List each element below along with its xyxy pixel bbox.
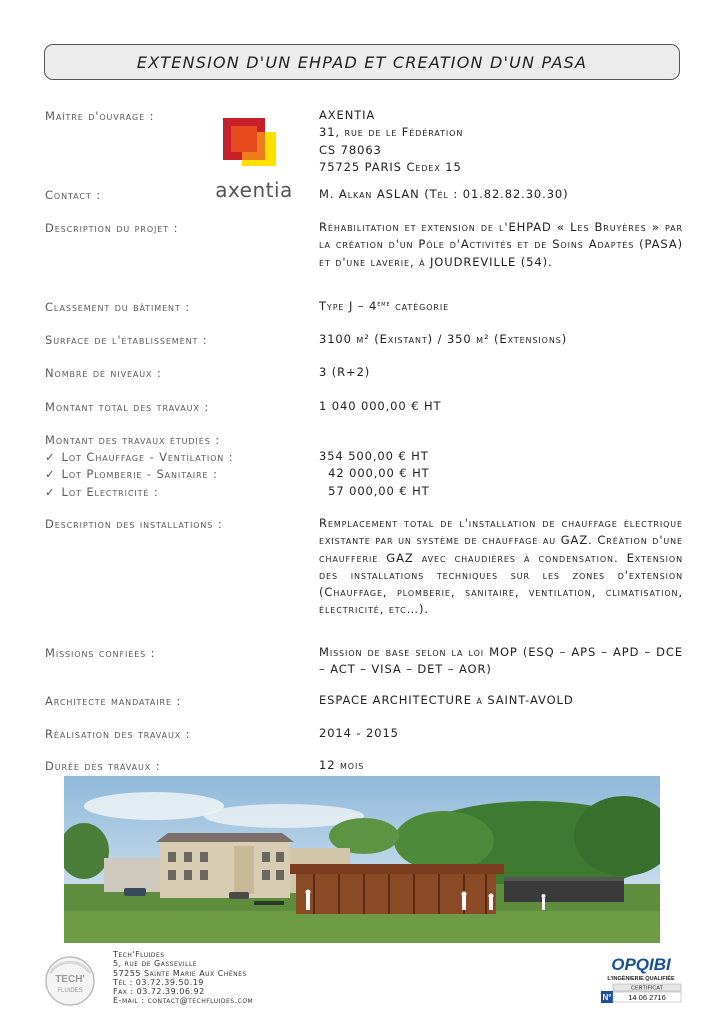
title-banner	[44, 44, 680, 80]
realisation-value: 2014 - 2015	[319, 726, 399, 740]
footer-line: Fax : 03.72.39.06.92	[113, 987, 205, 997]
realisation-label: Réalisation des travaux :	[45, 727, 191, 741]
lot-item	[45, 467, 218, 481]
classement-prefix: Type J – 4	[319, 299, 378, 313]
techfluides-logo-line2: FLUIDES	[57, 988, 83, 994]
footer-line: Tech'Fluides	[113, 950, 165, 959]
page-title: EXTENSION D'UN EHPAD ET CREATION D'UN PASA	[136, 52, 588, 72]
opqibi-tagline: L'INGÉNIERIE QUALIFIÉE	[607, 976, 675, 982]
opqibi-number-label: N°	[602, 993, 612, 1002]
architecte-value: ESPACE ARCHITECTURE à SAINT-AVOLD	[319, 693, 574, 707]
contact-value: M. Alkan ASLAN (Tél : 01.82.82.30.30)	[319, 187, 569, 201]
lot-label: Lot Plomberie - Sanitaire :	[61, 467, 218, 481]
techfluides-logo-line1: TECH'	[55, 974, 85, 985]
missions-value: Mission de base selon la loi MOP (ESQ – APS – APD – DCE – ACT – VISA – DET – AOR)	[319, 645, 683, 677]
description-value: Réhabilitation et extension de l'EHPAD « Les Bruyères » par la création d'un Pôle d'Activités et de Soins Adaptés (PASA) et d'une laverie, à JOUDREVILLE (54).	[319, 220, 683, 269]
missions-label: Missions confiées :	[45, 646, 156, 660]
opqibi-cert-label: CERTIFICAT	[631, 985, 663, 992]
client-name: AXENTIA	[319, 108, 376, 122]
opqibi-brand: OPQIBI	[611, 955, 671, 974]
client-address-line: CS 78063	[319, 142, 382, 157]
surface-value: 3100 m² (Existant) / 350 m² (Extensions)	[319, 332, 568, 346]
lot-value: 42 000,00 € HT	[319, 466, 430, 480]
lot-value: 354 500,00 € HT	[319, 449, 429, 463]
footer-line: 5, rue de Gasseville	[113, 959, 198, 969]
footer-line: 57255 Sainte Marie Aux Chênes	[113, 968, 247, 978]
duree-label: Durée des travaux :	[45, 759, 161, 773]
lot-label: Lot Electricité :	[61, 485, 159, 499]
niveaux-value: 3 (R+2)	[319, 365, 371, 379]
lot-label: Lot Chauffage - Ventilation :	[61, 450, 234, 464]
client-block	[319, 107, 463, 176]
project-rendering-image	[64, 776, 660, 943]
client-address-line: 31, rue de le Fédération	[319, 125, 464, 140]
footer-email: E-mail : contact@techfluides.com	[113, 996, 254, 1006]
opqibi-certificate-badge	[600, 954, 682, 1006]
classement-value	[319, 298, 449, 315]
lot-value: 57 000,00 € HT	[319, 484, 430, 498]
contact-label: Contact :	[45, 188, 102, 202]
classement-sup: ème	[377, 300, 391, 308]
duree-value: 12 mois	[319, 758, 365, 772]
checkmark-icon: ✓	[45, 485, 56, 499]
classement-suffix: catégorie	[390, 299, 450, 313]
company-address-block	[113, 950, 253, 1006]
montant-total-label: Montant total des travaux :	[45, 400, 210, 414]
installations-label: Description des installations :	[45, 517, 223, 531]
description-label: Description du projet :	[45, 221, 179, 235]
installations-value: Remplacement total de l'installation de chauffage électrique existante par un système de chauffage au GAZ. Création d'une chaufferie GAZ avec chaudières à condensation. Extension des installations techniques sur les zones d'extension (Chauffage, plomberie, sanitaire, ventilation, climatisation, électricité, etc…).	[319, 516, 683, 617]
architecte-label: Architecte mandataire :	[45, 694, 182, 708]
axentia-logo	[214, 114, 294, 206]
client-address-line: 75725 PARIS Cedex 15	[319, 159, 462, 174]
checkmark-icon: ✓	[45, 467, 56, 481]
axentia-logo-text: axentia	[215, 178, 293, 202]
footer-line: Tél : 03.72.39.50.19	[113, 977, 204, 987]
opqibi-cert-number: 14 06 2716	[628, 993, 666, 1002]
techfluides-logo	[44, 955, 96, 1007]
niveaux-label: Nombre de niveaux :	[45, 366, 162, 380]
lot-item	[45, 450, 233, 464]
classement-label: Classement du bâtiment :	[45, 300, 191, 314]
lot-item	[45, 485, 159, 499]
checkmark-icon: ✓	[45, 450, 56, 464]
montant-total-value: 1 040 000,00 € HT	[319, 399, 442, 413]
montant-etudies-label: Montant des travaux étudiés :	[45, 433, 221, 447]
surface-label: Surface de l'établissement :	[45, 333, 208, 347]
client-label: Maître d'ouvrage :	[45, 109, 155, 123]
